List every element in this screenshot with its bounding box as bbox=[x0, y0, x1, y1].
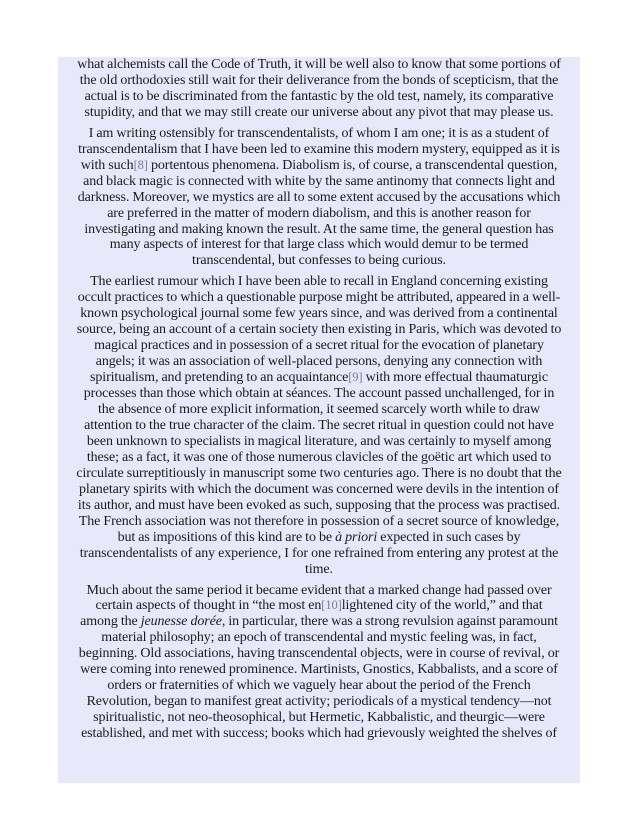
text-run: circulate surreptitiously in manuscript some two centuries ago. There is no doubt that the bbox=[76, 465, 562, 481]
text-run: known psychological journal some few years since, and was derived from a continental bbox=[80, 306, 558, 322]
italic-text: jeunesse dorée bbox=[140, 614, 222, 630]
text-line bbox=[58, 710, 580, 726]
text-run: transcendentalists of any experience, I for one refrained from entering any protest at the bbox=[79, 545, 559, 561]
text-line bbox=[58, 274, 580, 290]
text-run: lightened city of the world,” and that bbox=[341, 598, 543, 614]
paragraph bbox=[58, 126, 580, 270]
footnote-marker[interactable]: [10] bbox=[321, 598, 342, 613]
text-line bbox=[58, 89, 580, 105]
text-run: attention to the true character of the claim. The secret ritual in question could not have bbox=[84, 417, 554, 433]
text-run: are preferred in the matter of modern diabolism, and this is another reason for bbox=[107, 205, 531, 221]
paragraph bbox=[58, 274, 580, 577]
footnote-marker[interactable]: [8] bbox=[133, 157, 148, 172]
text-line bbox=[58, 57, 580, 73]
text-line bbox=[58, 402, 580, 418]
text-line bbox=[58, 386, 580, 402]
text-run: certain aspects of thought in “the most en bbox=[95, 598, 322, 614]
text-line bbox=[58, 306, 580, 322]
text-run: I am writing ostensibly for transcendentalists, of whom I am one; it is as a student of bbox=[88, 125, 550, 141]
paragraph bbox=[58, 57, 580, 121]
text-line bbox=[58, 562, 580, 578]
text-run: were coming into renewed prominence. Martinists, Gnostics, Kabbalists, and a score of bbox=[80, 662, 558, 678]
text-line bbox=[58, 450, 580, 466]
text-line bbox=[58, 530, 580, 546]
text-line bbox=[58, 370, 580, 386]
text-block bbox=[58, 57, 580, 783]
text-line bbox=[58, 354, 580, 370]
text-run: many aspects of interest for that large class which would demur to be termed bbox=[109, 237, 529, 253]
text-line bbox=[58, 662, 580, 678]
text-run: , in particular, there was a strong revulsion against paramount bbox=[221, 614, 558, 630]
text-run: expected in such cases by bbox=[377, 529, 521, 545]
text-run: spiritualism, and pretending to an acquaintance bbox=[90, 370, 349, 386]
text-line bbox=[58, 206, 580, 222]
text-run: what alchemists call the Code of Truth, it will be well also to know that some portions of bbox=[77, 57, 561, 72]
text-run: beginning. Old associations, having transcendental objects, were in course of revival, or bbox=[78, 646, 560, 662]
text-line bbox=[58, 142, 580, 158]
text-line bbox=[58, 630, 580, 646]
text-line bbox=[58, 614, 580, 630]
text-run: actual is to be discriminated from the fantastic by the old test, namely, its comparative bbox=[84, 88, 554, 104]
text-line bbox=[58, 105, 580, 121]
text-line bbox=[58, 322, 580, 338]
text-run: transcendentalism that I have been led to examine this modern mystery, equipped as it is bbox=[78, 141, 560, 157]
text-run: angels; it was an association of well-placed persons, denying any connection with bbox=[95, 354, 543, 370]
text-run: among the bbox=[80, 614, 141, 630]
text-line bbox=[58, 514, 580, 530]
text-line bbox=[58, 222, 580, 238]
text-line bbox=[58, 174, 580, 190]
text-run: transcendental, but confesses to being curious. bbox=[192, 253, 446, 269]
text-line bbox=[58, 126, 580, 142]
text-run: Much about the same period it became evident that a marked change had passed over bbox=[86, 582, 552, 598]
text-run: these; as a fact, it was one of those numerous clavicles of the goëtic art which used to bbox=[86, 449, 552, 465]
text-run: investigating and making known the result. At the same time, the general question has bbox=[84, 221, 554, 237]
text-line bbox=[58, 237, 580, 253]
text-run: spiritualistic, not neo-theosophical, but Hermetic, Kabbalistic, and theurgic—were bbox=[93, 710, 545, 726]
text-line bbox=[58, 598, 580, 614]
text-run: occult practices to which a questionable purpose might be attributed, appeared in a well- bbox=[77, 290, 561, 306]
text-run: material philosophy; an epoch of transcendental and mystic feeling was, in fact, bbox=[101, 630, 537, 646]
text-line bbox=[58, 338, 580, 354]
text-run: Revolution, began to manifest great activity; periodicals of a mystical tendency—not bbox=[86, 694, 552, 710]
text-run: planetary spirits with which the document was concerned were devils in the intention of bbox=[79, 481, 559, 497]
text-run: darkness. Moreover, we mystics are all to some extent accused by the accusations which bbox=[77, 189, 561, 205]
text-line bbox=[58, 290, 580, 306]
text-run: orders or fraternities of which we vaguely hear about the period of the French bbox=[107, 678, 531, 694]
text-run: with more effectual thaumaturgic bbox=[362, 370, 548, 386]
text-run: magical practices and in possession of a secret ritual for the evocation of planetary bbox=[94, 338, 544, 354]
text-run: and black magic is connected with white by the same antinomy that connects light and bbox=[83, 173, 555, 189]
footnote-marker[interactable]: [9] bbox=[348, 370, 363, 385]
text-line bbox=[58, 646, 580, 662]
text-run: been unknown to specialists in magical literature, and was certainly to myself among bbox=[86, 433, 552, 449]
text-line bbox=[58, 694, 580, 710]
text-run: with such bbox=[80, 157, 134, 173]
text-run: the old orthodoxies still wait for their deliverance from the bonds of scepticism, that the bbox=[79, 72, 559, 88]
text-run: The French association was not therefore in possession of a secret source of knowledge, bbox=[78, 513, 560, 529]
text-line bbox=[58, 466, 580, 482]
paragraph bbox=[58, 583, 580, 743]
text-line bbox=[58, 583, 580, 599]
text-line bbox=[58, 678, 580, 694]
text-line bbox=[58, 726, 580, 742]
text-run: time. bbox=[305, 561, 333, 577]
text-run: portentous phenomena. Diabolism is, of course, a transcendental question, bbox=[147, 157, 558, 173]
text-line bbox=[58, 498, 580, 514]
text-line bbox=[58, 434, 580, 450]
text-line bbox=[58, 546, 580, 562]
text-line bbox=[58, 482, 580, 498]
text-run: The earliest rumour which I have been able to recall in England concerning existing bbox=[90, 274, 548, 290]
text-run: processes than those which obtain at séances. The account passed unchallenged, for in bbox=[83, 386, 555, 402]
text-run: source, being an account of a certain society then existing in Paris, which was devoted to bbox=[76, 322, 562, 338]
text-run: stupidity, and that we may still create our universe about any pivot that may please us. bbox=[84, 104, 554, 120]
text-line bbox=[58, 253, 580, 269]
italic-text: à priori bbox=[335, 529, 378, 545]
text-run: the absence of more explicit information, it seemed scarcely worth while to draw bbox=[97, 402, 541, 418]
text-line bbox=[58, 158, 580, 174]
text-line bbox=[58, 73, 580, 89]
text-run: its author, and must have been evoked as such, supposing that the process was practised. bbox=[77, 497, 561, 513]
text-line bbox=[58, 418, 580, 434]
text-line bbox=[58, 190, 580, 206]
text-run: established, and met with success; books which had grievously weighted the shelves of bbox=[81, 726, 557, 742]
text-run: but as impositions of this kind are to be bbox=[117, 529, 336, 545]
